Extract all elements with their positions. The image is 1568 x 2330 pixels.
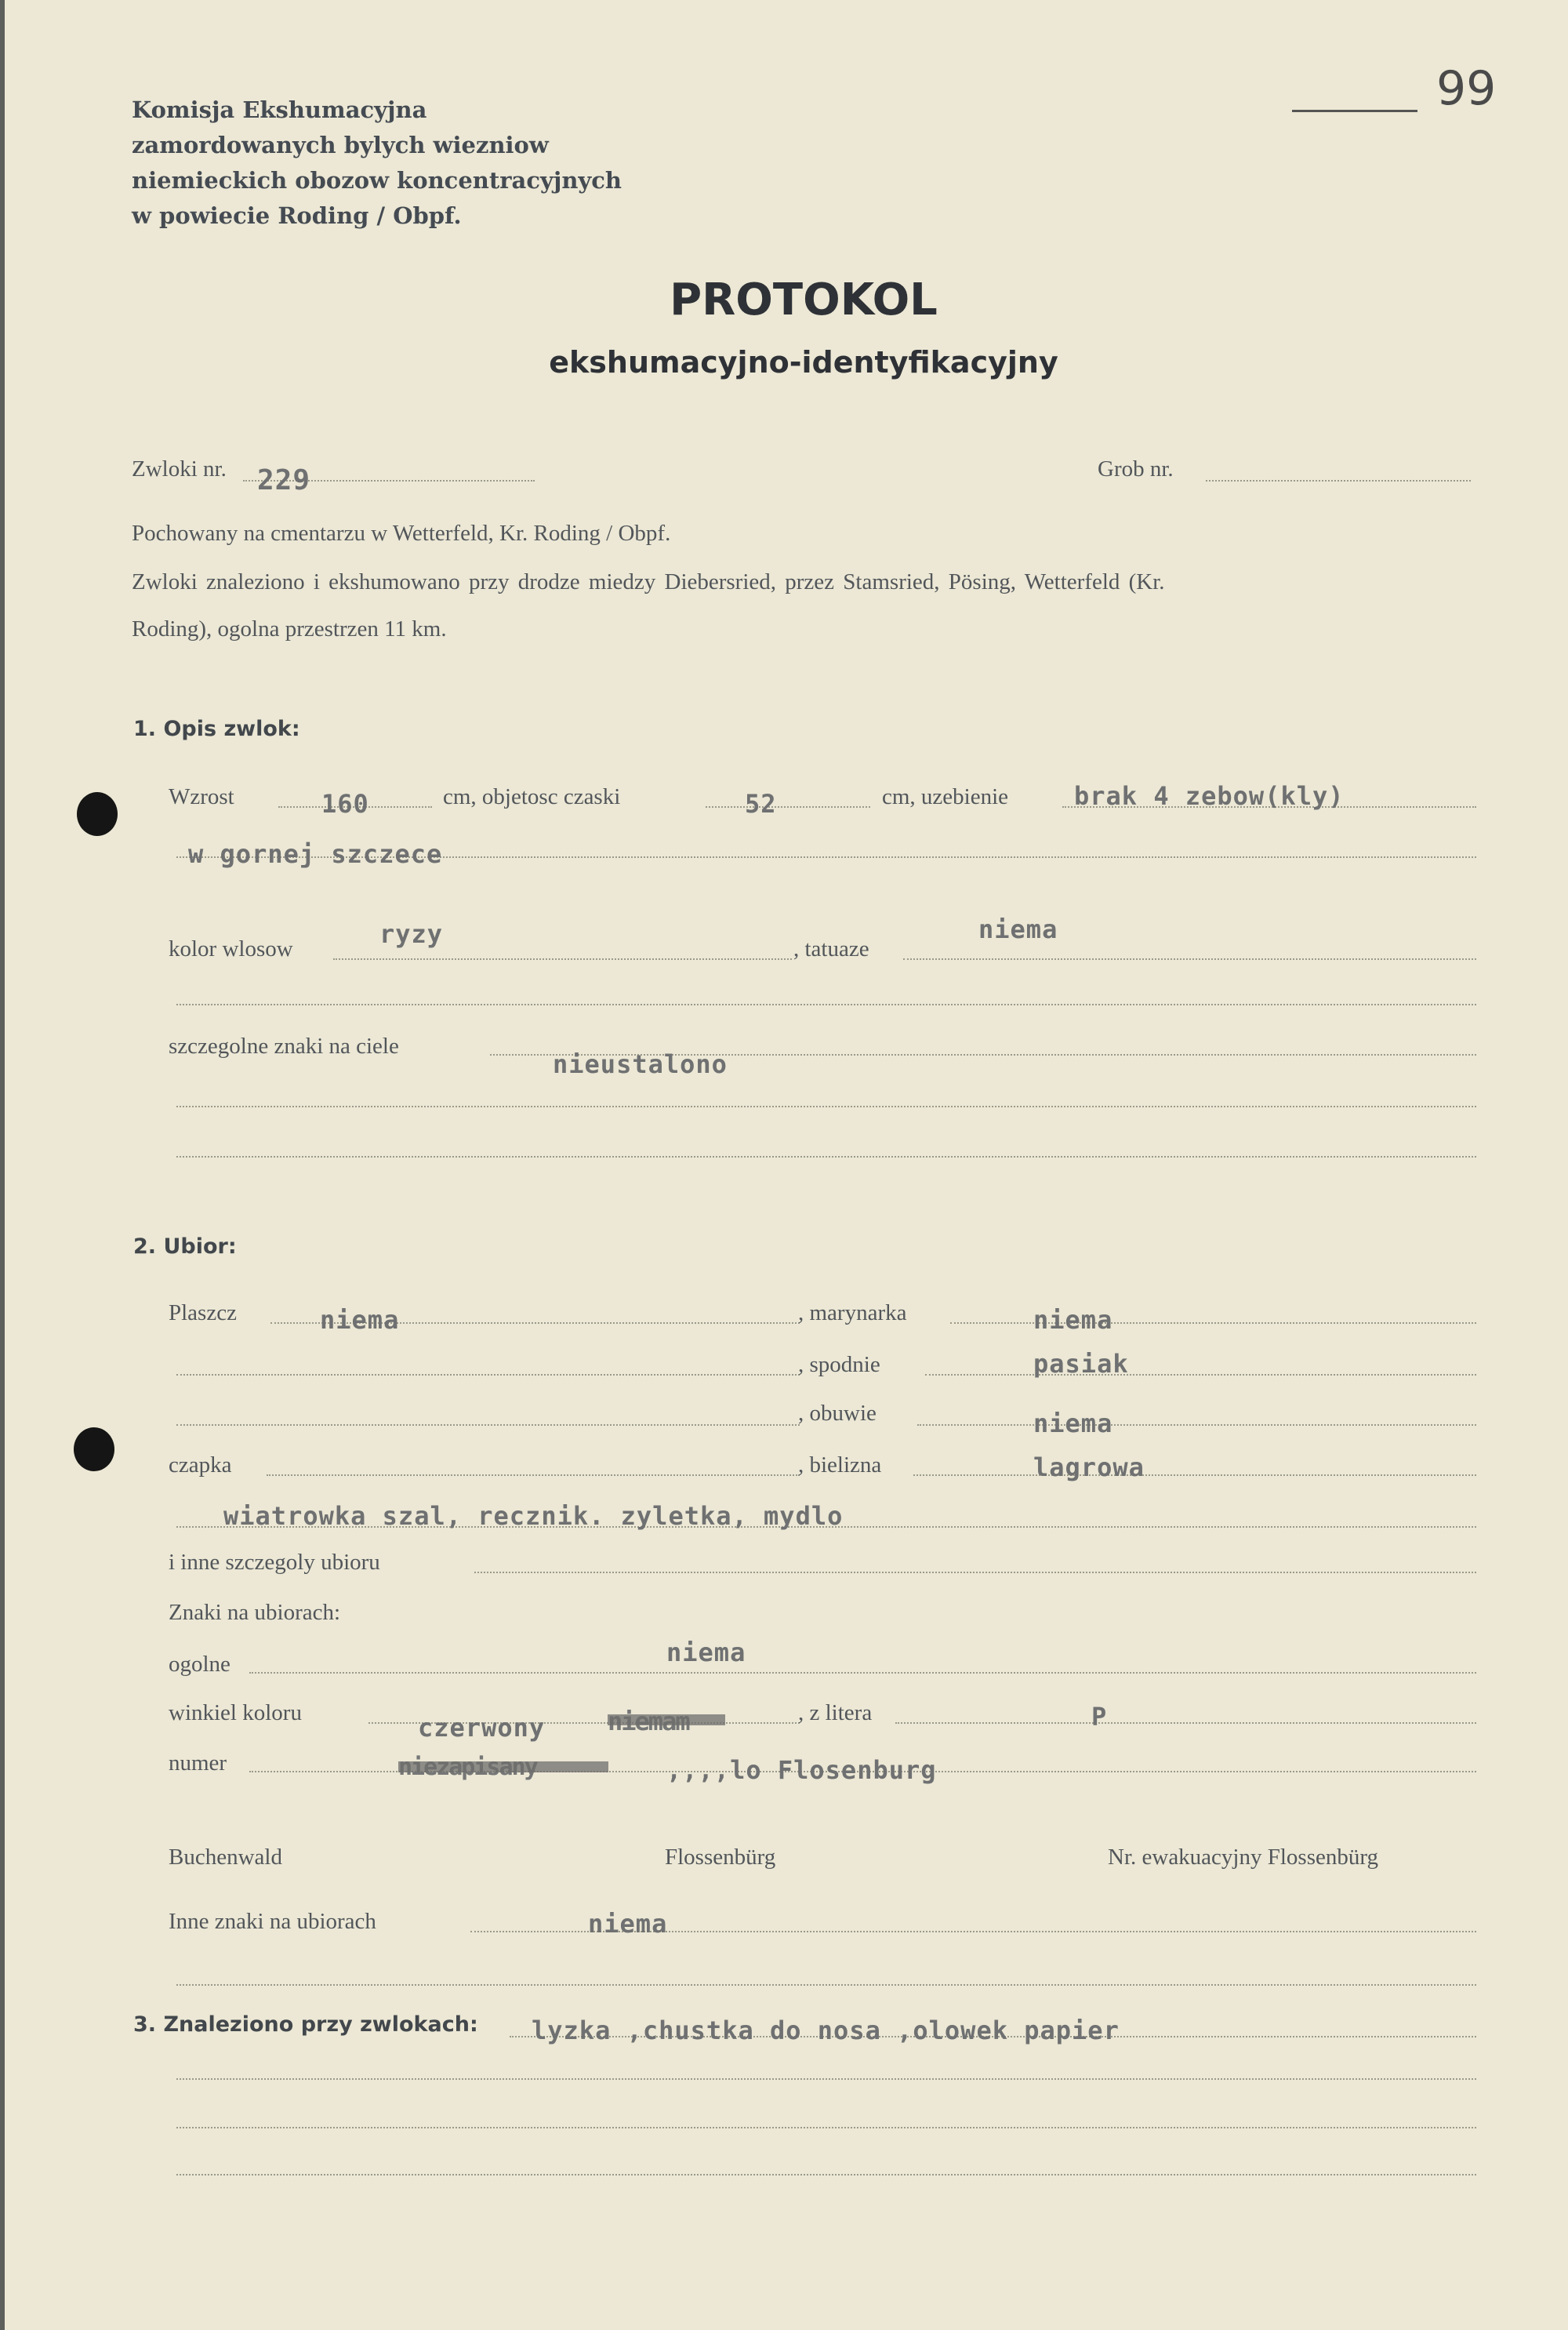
winkiel-strikeout (608, 1714, 725, 1725)
obuwie-label: , obuwie (798, 1401, 877, 1426)
commission-header (132, 93, 622, 234)
ogolne-label: ogolne (169, 1652, 230, 1677)
znaki-line-3 (176, 1156, 1476, 1158)
obuwie-left-line (176, 1424, 800, 1426)
numer-strikeout (398, 1761, 608, 1772)
znaleziono-text-2: Roding), ogolna przestrzen 11 km. (132, 616, 447, 642)
inne-znaki-line-2 (176, 1984, 1476, 1986)
tatuaze-value: niema (978, 914, 1058, 944)
marynarka-line (950, 1322, 1476, 1324)
ewakuacyjny-label: Nr. ewakuacyjny Flossenbürg (1108, 1845, 1378, 1870)
bielizna-value: lagrowa (1033, 1452, 1145, 1482)
inne-ubior-label: i inne szczegoly ubioru (169, 1550, 380, 1575)
page-mark-dash (1292, 110, 1417, 112)
litera-line (895, 1722, 1476, 1724)
punch-hole-bottom (74, 1427, 114, 1471)
znaleziono-text-1: Zwloki znaleziono i ekshumowano przy drodze miedzy Diebersried, przez Stamsried, Pösing, Wetterfeld (Kr. (132, 569, 1165, 594)
czapka-label: czapka (169, 1452, 232, 1478)
litera-value: P (1091, 1702, 1108, 1732)
page-number: 99 (1436, 61, 1497, 116)
obuwie-value: niema (1033, 1409, 1113, 1438)
header-line-4: w powiecie Roding / Obpf. (132, 202, 462, 229)
section-3-value: lyzka ,chustka do nosa ,olowek papier (532, 2016, 1120, 2045)
wzrost-label: Wzrost (169, 784, 234, 809)
numer-value: ,,,,lo Flosenburg (666, 1755, 937, 1785)
bielizna-label: , bielizna (798, 1452, 882, 1478)
bielizna-line (913, 1474, 1476, 1476)
spodnie-line (925, 1374, 1476, 1376)
czaska-line (706, 806, 870, 808)
buchenwald-label: Buchenwald (169, 1845, 282, 1870)
ogolne-line (249, 1672, 1476, 1674)
header-line-3: niemieckich obozow koncentracyjnych (132, 167, 622, 194)
kolor-extra-line (176, 1004, 1476, 1005)
inne-ubior-value: wiatrowka szal, recznik. zyletka, mydlo (223, 1501, 844, 1531)
grob-line (1206, 480, 1471, 482)
inne-ubior-line (474, 1572, 1476, 1573)
flossenburg-label: Flossenbürg (665, 1845, 776, 1870)
uzebienie-label: cm, uzebienie (882, 784, 1009, 809)
grob-label: Grob nr. (1098, 456, 1174, 482)
section-3-line-3 (176, 2127, 1476, 2128)
plaszcz-label: Plaszcz (169, 1300, 237, 1325)
document-subtitle: ekshumacyjno-identyfikacyjny (549, 345, 1058, 380)
tatuaze-line (903, 958, 1476, 960)
numer-label: numer (169, 1750, 227, 1776)
uzebienie-cont-value: w gornej szczece (188, 839, 443, 869)
spodnie-left-line (176, 1374, 800, 1376)
znaki-cialo-value: nieustalono (553, 1049, 728, 1079)
zwloki-value: 229 (257, 464, 311, 496)
uzebienie-value: brak 4 zebow(kly) (1074, 781, 1345, 811)
tatuaze-label: , tatuaze (793, 936, 869, 961)
pochowany-text: Pochowany na cmentarzu w Wetterfeld, Kr. Roding / Obpf. (132, 521, 671, 546)
inne-znaki-value: niema (588, 1909, 668, 1939)
zwloki-label: Zwloki nr. (132, 456, 227, 482)
spodnie-label: , spodnie (798, 1352, 880, 1377)
wzrost-value: 160 (321, 789, 369, 819)
header-line-1: Komisja Ekshumacyjna (132, 96, 427, 123)
czapka-line (267, 1474, 800, 1476)
document-title: PROTOKOL (670, 274, 938, 325)
punch-hole-top (77, 792, 118, 836)
znaki-cialo-label: szczegolne znaki na ciele (169, 1034, 399, 1059)
kolor-label: kolor wlosow (169, 936, 293, 961)
plaszcz-value: niema (320, 1305, 400, 1335)
section-2-heading: 2. Ubior: (133, 1234, 237, 1259)
czaska-label: cm, objetosc czaski (443, 784, 621, 809)
inne-znaki-label: Inne znaki na ubiorach (169, 1909, 376, 1934)
kolor-value: ryzy (379, 919, 444, 949)
marynarka-value: niema (1033, 1305, 1113, 1335)
section-3-line-4 (176, 2174, 1476, 2176)
litera-label: , z litera (798, 1700, 873, 1725)
spodnie-value: pasiak (1033, 1349, 1129, 1379)
kolor-line (333, 958, 792, 960)
winkiel-label: winkiel koloru (169, 1700, 302, 1725)
section-1-heading: 1. Opis zwlok: (133, 717, 300, 741)
czaska-value: 52 (745, 789, 777, 819)
marynarka-label: , marynarka (798, 1300, 907, 1325)
znaki-ubiory-label: Znaki na ubiorach: (169, 1600, 341, 1625)
section-3-line-2 (176, 2078, 1476, 2080)
section-3-heading: 3. Znaleziono przy zwlokach: (133, 2012, 478, 2037)
winkiel-value: czerwony (418, 1713, 546, 1743)
ogolne-value: niema (666, 1638, 746, 1667)
header-line-2: zamordowanych bylych wiezniow (132, 132, 549, 158)
obuwie-line (917, 1424, 1476, 1426)
znaki-line-2 (176, 1106, 1476, 1107)
